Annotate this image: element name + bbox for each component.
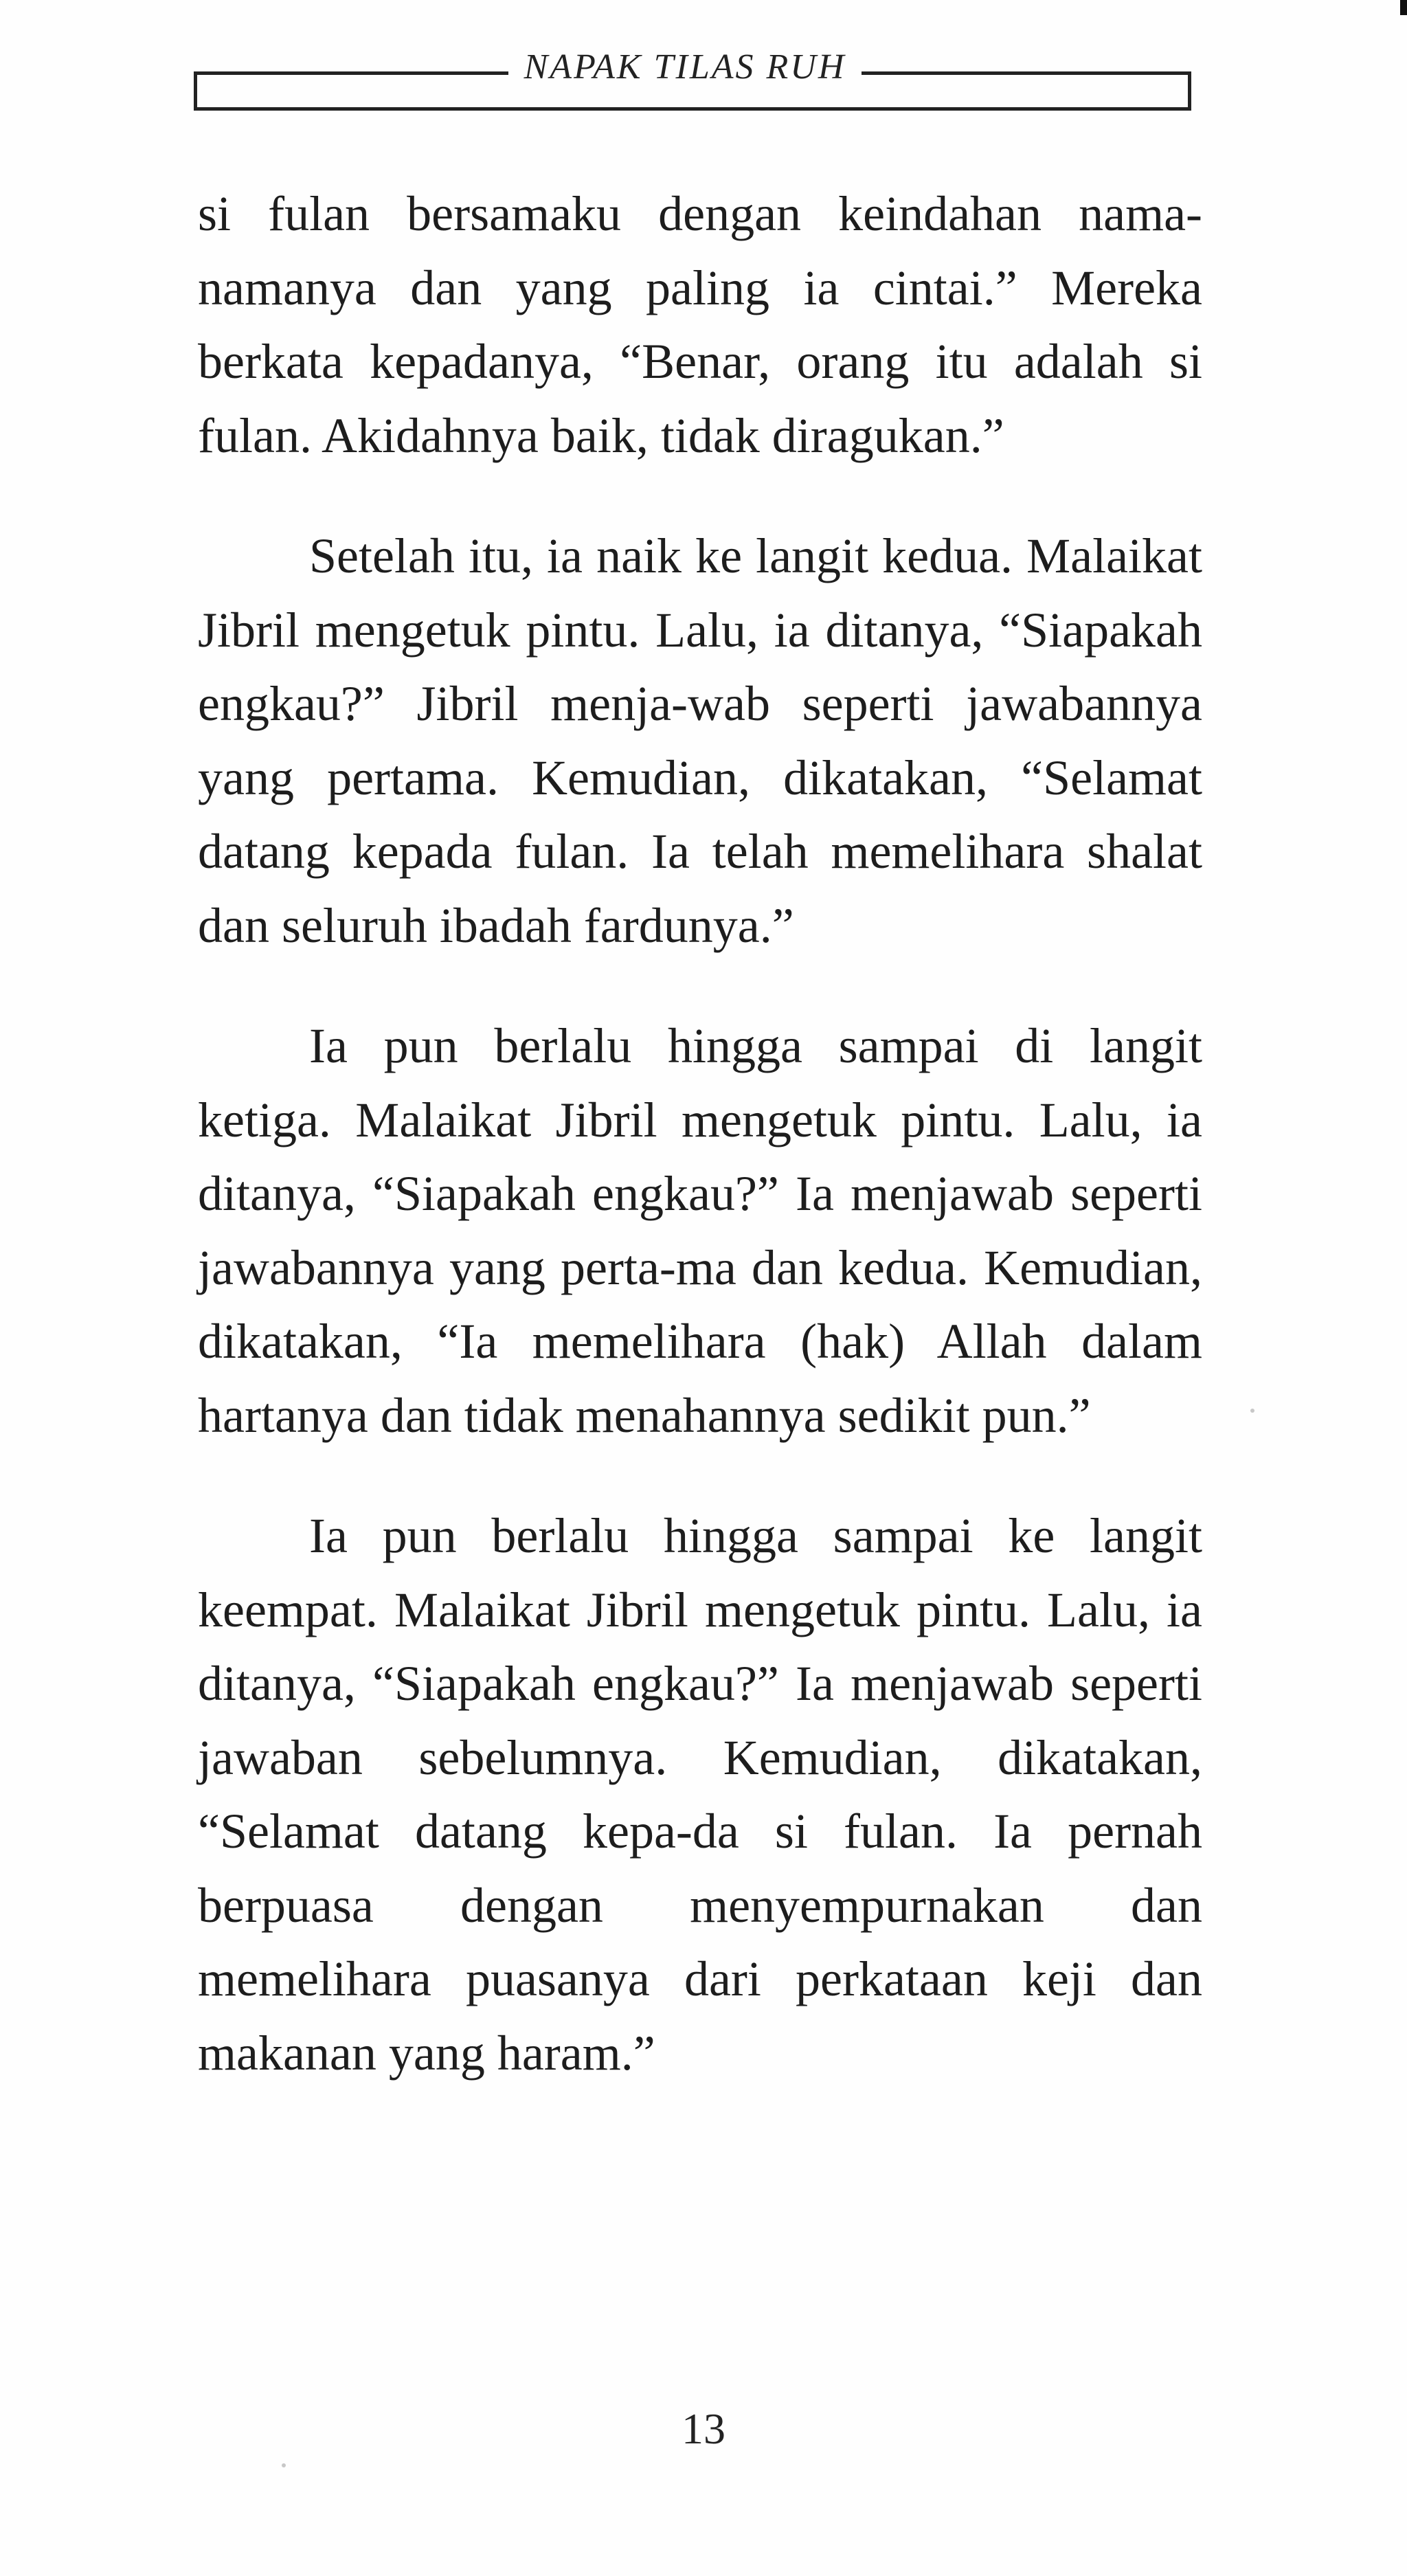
running-header (194, 40, 1191, 115)
header-rule-bottom (194, 107, 1191, 111)
header-rule-left (194, 71, 508, 75)
scan-edge-mark (1400, 0, 1407, 15)
paragraph-3: Ia pun berlalu hingga sampai di langit ketiga. Malaikat Jibril mengetuk pintu. Lalu, ia ditanya, “Siapakah engkau?” Ia menjawab seperti jawabannya yang perta-ma dan kedua. Kemudian, dikatakan, “Ia memelihara (hak) Allah dalam hartanya dan tidak menahannya sedikit pun.” (198, 1018, 1202, 1443)
scan-speck (282, 2463, 286, 2467)
header-bracket-right (1188, 71, 1191, 111)
paragraph-2: Setelah itu, ia naik ke langit kedua. Malaikat Jibril mengetuk pintu. Lalu, ia ditanya, “Siapakah engkau?” Jibril menja-wab seperti jawabannya yang pertama. Kemudian, dikatakan, “Selamat datang kepada fulan. Ia telah memelihara shalat dan seluruh ibadah fardunya.” (198, 528, 1202, 953)
header-bracket-left (194, 71, 197, 111)
paragraph-4: Ia pun berlalu hingga sampai ke langit keempat. Malaikat Jibril mengetuk pintu. Lalu, ia ditanya, “Siapakah engkau?” Ia menjawab seperti jawaban sebelumnya. Kemudian, dikatakan, “Selamat datang kepa-da si fulan. Ia pernah berpuasa dengan menyempurnakan dan memelihara puasanya dari perkataan keji dan makanan yang haram.” (198, 1508, 1202, 2081)
body-text (198, 177, 1202, 2137)
page-number: 13 (682, 2404, 725, 2453)
paragraph-1: si fulan bersamaku dengan keindahan nama-namanya dan yang paling ia cintai.” Mereka berkata kepadanya, “Benar, orang itu adalah si fulan. Akidahnya baik, tidak diragukan.” (198, 186, 1202, 463)
header-rule-right (862, 71, 1191, 75)
scan-speck (1250, 1409, 1254, 1413)
running-title: NAPAK TILAS RUH (524, 47, 846, 87)
